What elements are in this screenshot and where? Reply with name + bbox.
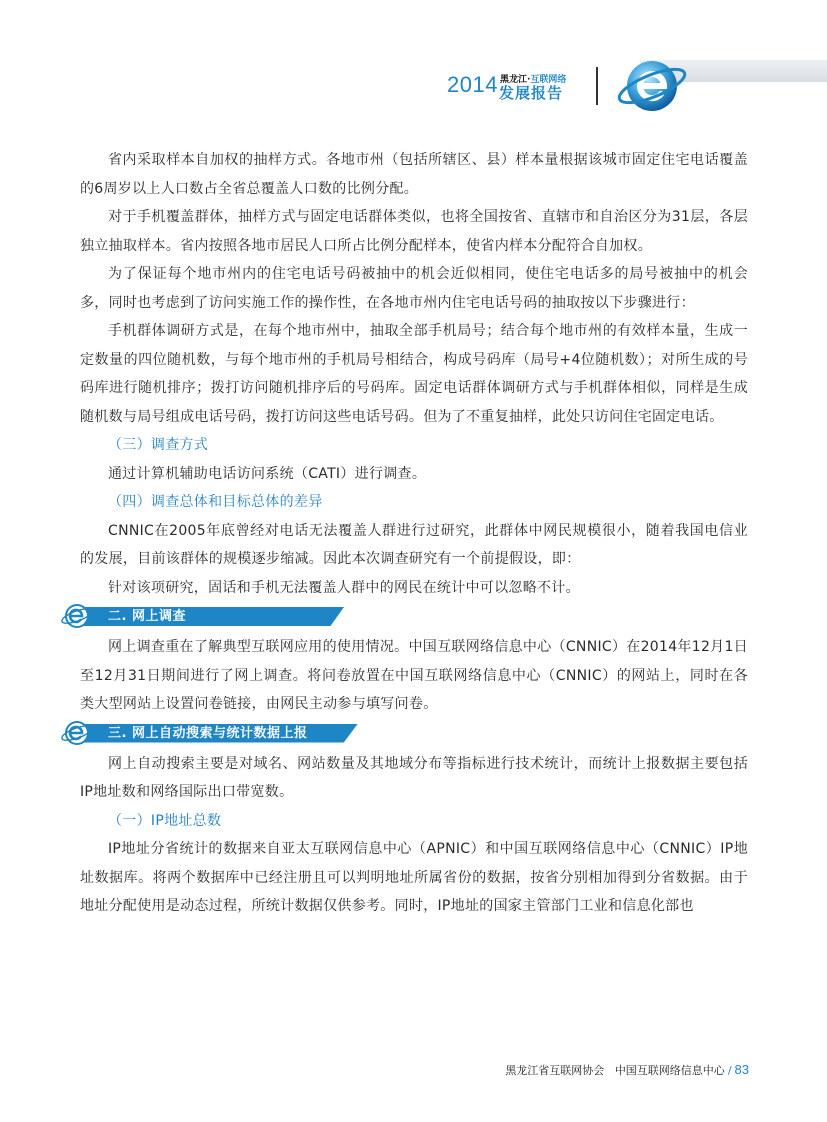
- subtitle-network: 互联网络: [530, 75, 567, 85]
- section-title: 三. 网上自动搜索与统计数据上报: [108, 725, 308, 741]
- section-heading: [60, 605, 748, 627]
- header-divider: [596, 67, 598, 105]
- e-badge-icon: [60, 602, 94, 630]
- page-number: 83: [734, 1062, 749, 1077]
- footer-org-heilongjiang: 黑龙江省互联网协会: [505, 1064, 605, 1077]
- section-title: 二. 网上调查: [108, 609, 186, 624]
- paragraph: 对于手机覆盖群体，抽样方式与固定电话群体类似，也将全国按省、直辖市和自治区分为31层，各层独立抽取样本。省内按照各地市居民人口所占比例分配样本，使省内样本分配符合自加权。: [80, 209, 748, 254]
- e-globe-icon: [614, 56, 688, 114]
- subsection-heading: （一）IP地址总数: [108, 812, 222, 829]
- page-footer: [505, 1062, 749, 1078]
- page-body: [80, 146, 748, 921]
- report-year: 2014: [447, 72, 498, 97]
- paragraph: 网上自动搜索主要是对域名、网站数量及其地域分布等指标进行技术统计，而统计上报数据主要包括IP地址数和网络国际出口带宽数。: [80, 755, 748, 800]
- page-header: [0, 0, 827, 120]
- section-heading: [60, 722, 748, 744]
- paragraph: 手机群体调研方式是，在每个地市州中，抽取全部手机局号；结合每个地市州的有效样本量，生成一定数量的四位随机数，与每个地市州的手机局号相结合，构成号码库（局号+4位随机数）；对所生成的号码库进行随机排序；拨打访问随机排序后的号码库。固定电话群体调研方式与手机群体相似，同样是生成随机数与局号组成电话号码，拨打访问这些电话号码。但为了不重复抽样，此处只访问住宅固定电话。: [80, 323, 748, 425]
- paragraph: IP地址分省统计的数据来自亚太互联网信息中心（APNIC）和中国互联网络信息中心（CNNIC）IP地址数据库。将两个数据库中已经注册且可以判明地址所属省份的数据，按省分别相加得到分省数据。由于地址分配使用是动态过程，所统计数据仅供参考。同时，IP地址的国家主管部门工业和信息化部也: [80, 841, 748, 914]
- paragraph: 通过计算机辅助电话访问系统（CATI）进行调查。: [108, 465, 427, 482]
- subsection-heading: （三）调查方式: [108, 437, 209, 453]
- footer-org-cnnic: 中国互联网络信息中心: [614, 1064, 725, 1077]
- paragraph: 网上调查重在了解典型互联网应用的使用情况。中国互联网络信息中心（CNNIC）在2014年12月1日至12月31日期间进行了网上调查。将问卷放置在中国互联网络信息中心（CNNIC）的网站上，同时在各类大型网站上设置问卷链接，由网民主动参与填写问卷。: [80, 639, 748, 712]
- paragraph: 省内采取样本自加权的抽样方式。各地市州（包括所辖区、县）样本量根据该城市固定住宅电话覆盖的6周岁以上人口数占全省总覆盖人口数的比例分配。: [80, 152, 748, 197]
- paragraph: 为了保证每个地市州内的住宅电话号码被抽中的机会近似相同，使住宅电话多的局号被抽中的机会多，同时也考虑到了访问实施工作的操作性，在各地市州内住宅电话号码的抽取按以下步骤进行：: [80, 266, 748, 311]
- paragraph: CNNIC在2005年底曾经对电话无法覆盖人群进行过研究，此群体中网民规模很小，随着我国电信业的发展，目前该群体的规模逐步缩减。因此本次调查研究有一个前提假设，即：: [80, 522, 748, 567]
- report-title: 发展报告: [499, 84, 564, 102]
- subsection-heading: （四）调查总体和目标总体的差异: [108, 494, 323, 510]
- footer-separator: /: [727, 1064, 732, 1077]
- paragraph: 针对该项研究，固话和手机无法覆盖人群中的网民在统计中可以忽略不计。: [108, 579, 580, 596]
- subtitle-province: 黑龙江·: [500, 75, 531, 85]
- e-badge-icon: [60, 719, 94, 747]
